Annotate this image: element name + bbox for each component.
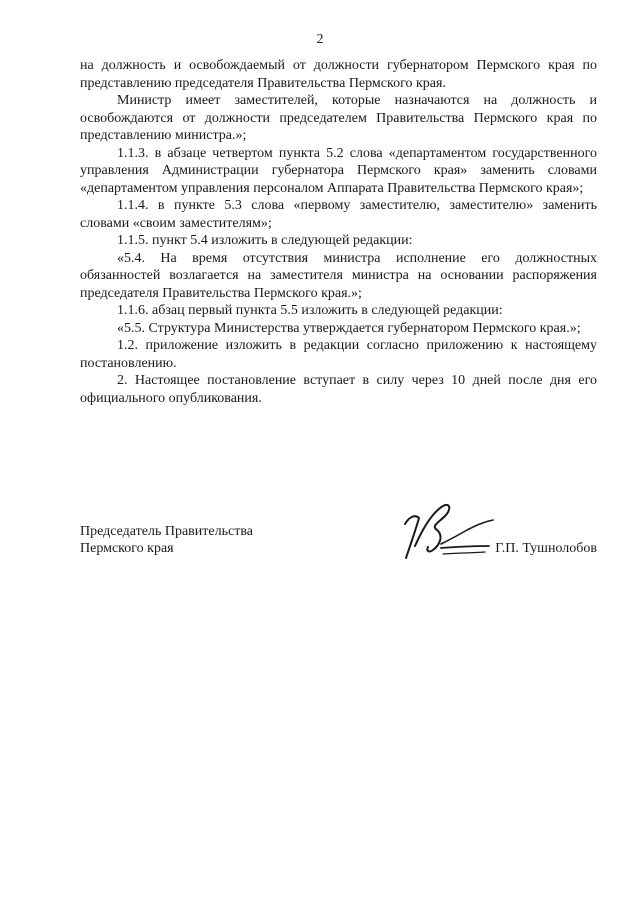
signatory-position-line-2: Пермского края xyxy=(80,541,174,556)
paragraph-1-2: 1.2. приложение изложить в редакции согласно приложению к настоящему постановлению. xyxy=(80,338,597,371)
paragraph-continuation: на должность и освобождаемый от должности губернатором Пермского края по представлению председателя Правительства Пермского края. xyxy=(80,58,597,91)
paragraph-5-4: «5.4. На время отсутствия министра исполнение его должностных обязанностей возлагается на заместителя министра на основании распоряжения председателя Правительства Пермского края.»; xyxy=(80,250,597,301)
signature-block xyxy=(80,520,597,580)
signatory-position xyxy=(80,523,253,557)
paragraph-1-1-5: 1.1.5. пункт 5.4 изложить в следующей редакции: xyxy=(117,233,413,248)
paragraph-deputies: Министр имеет заместителей, которые назначаются на должность и освобождаются от должности председателем Правительства Пермского края по представлению министра.»; xyxy=(80,93,597,143)
paragraph-1-1-4: 1.1.4. в пункте 5.3 слова «первому заместителю, заместителю» заменить словами «своим заместителям»; xyxy=(80,198,597,231)
document-body xyxy=(80,57,597,407)
paragraph-5-5: «5.5. Структура Министерства утверждается губернатором Пермского края.»; xyxy=(117,320,581,336)
paragraph-1-1-3: 1.1.3. в абзаце четвертом пункта 5.2 слова «департаментом государственного управления Администрации губернатора Пермского края» заменить словами «департаментом управления персоналом Аппарата Правительства Пермского края»; xyxy=(80,145,597,196)
paragraph-1-1-6: 1.1.6. абзац первый пункта 5.5 изложить в следующей редакции: xyxy=(117,303,503,318)
paragraph-2: 2. Настоящее постановление вступает в силу через 10 дней после дня его официального опубликования. xyxy=(80,373,597,406)
handwritten-signature xyxy=(385,484,505,574)
page-number: 2 xyxy=(316,32,324,47)
signatory-name: Г.П. Тушнолобов xyxy=(495,541,597,556)
signatory-position-line-1: Председатель Правительства xyxy=(80,524,253,539)
